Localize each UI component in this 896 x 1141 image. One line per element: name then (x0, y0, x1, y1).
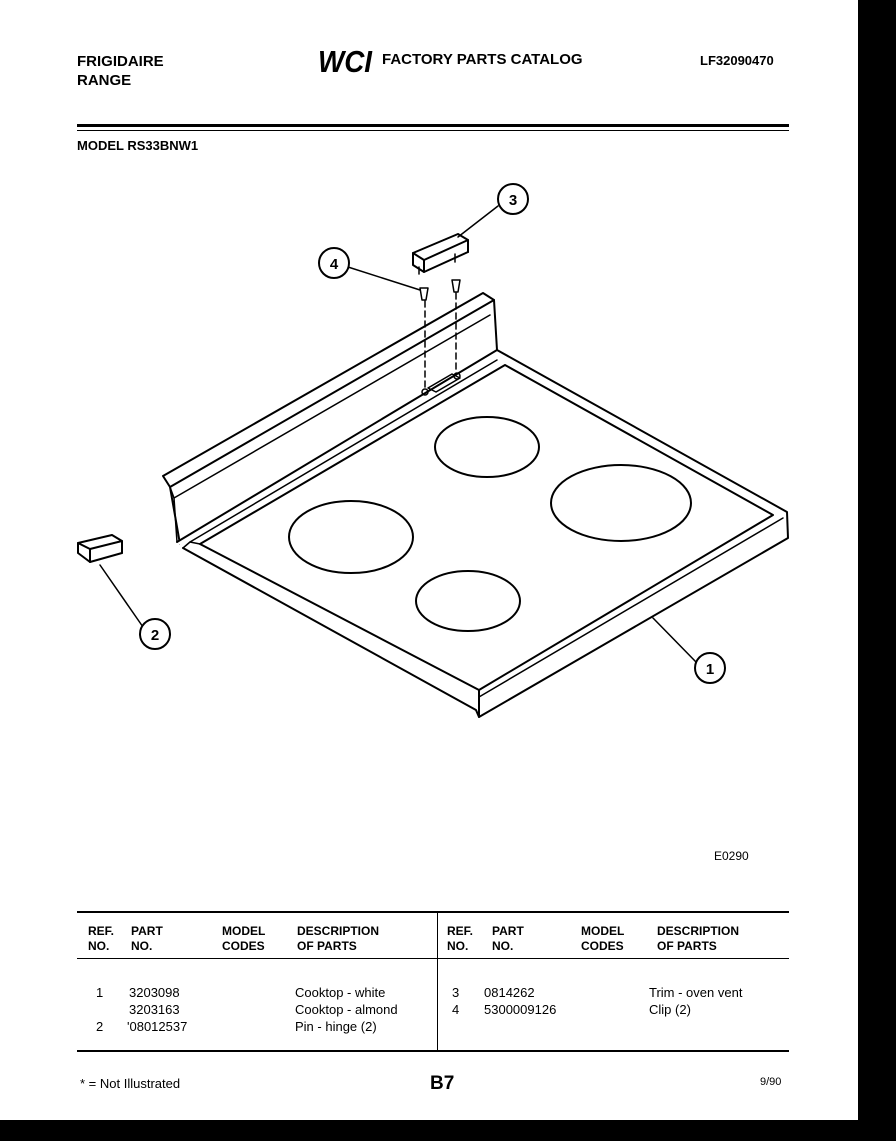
logo-text: WCI (318, 44, 374, 76)
product-type: RANGE (77, 72, 132, 89)
row-ref: 1 (96, 985, 104, 1000)
header-description-right: DESCRIPTION OF PARTS (657, 924, 740, 953)
clip-right (452, 280, 460, 292)
table-bottom-rule (77, 1050, 789, 1052)
callout-3 (498, 184, 528, 214)
svg-text:4: 4 (329, 256, 339, 273)
table-header-rule (77, 958, 789, 959)
row-part-no: 0814262 (484, 985, 535, 1000)
page-number: B7 (430, 1073, 455, 1094)
leader-3 (458, 206, 498, 237)
burner-opening-rear-right (551, 465, 691, 541)
row-ref: 2 (96, 1019, 104, 1034)
burner-opening-front-right (416, 571, 520, 631)
model-number: MODEL RS33BNW1 (77, 138, 199, 153)
header-ref-no-right: REF. NO. (447, 924, 474, 953)
backsplash-right-edge (494, 300, 497, 350)
catalog-title: FACTORY PARTS CATALOG (382, 51, 583, 68)
table-column-divider (437, 913, 438, 1050)
parts-diagram (0, 170, 858, 870)
burner-opening-rear-left (435, 417, 539, 477)
row-description: Clip (2) (649, 1002, 691, 1017)
row-description: Trim - oven vent (649, 985, 743, 1000)
row-ref: 3 (452, 985, 460, 1000)
callout-1 (695, 653, 725, 683)
svg-text:1: 1 (705, 661, 715, 678)
svg-text:2: 2 (150, 627, 160, 644)
footer-note: * = Not Illustrated (80, 1076, 181, 1091)
header-rule-thick (77, 124, 789, 127)
svg-text:3: 3 (508, 192, 518, 209)
row-part-no: 5300009126 (484, 1002, 557, 1017)
footer-date: 9/90 (760, 1076, 782, 1088)
clip-left (420, 288, 428, 300)
leader-1 (653, 618, 696, 662)
leader-2 (100, 565, 143, 627)
header-part-no-left: PART NO. (131, 924, 163, 953)
brand-name: FRIGIDAIRE (77, 53, 164, 70)
row-part-no: 3203163 (129, 1002, 180, 1017)
row-description: Pin - hinge (2) (295, 1019, 377, 1034)
callout-2 (140, 619, 170, 649)
burner-opening-front-left (289, 501, 413, 573)
header-model-codes-right: MODEL CODES (581, 924, 625, 953)
hinge-pin (78, 535, 122, 549)
header-description-left: DESCRIPTION OF PARTS (297, 924, 380, 953)
header-part-no-right: PART NO. (492, 924, 524, 953)
header-brand-block (77, 52, 164, 90)
row-ref: 4 (452, 1002, 460, 1017)
catalog-number: LF32090470 (700, 53, 774, 68)
figure-code: E0290 (714, 849, 749, 863)
wci-logo (316, 44, 374, 76)
header-rule-thin (77, 130, 789, 131)
header-model-codes-left: MODEL CODES (222, 924, 266, 953)
hinge-pin-bottom (90, 553, 122, 562)
row-description: Cooktop - almond (295, 1002, 398, 1017)
header-ref-no-left: REF. NO. (88, 924, 115, 953)
leader-4 (348, 267, 420, 290)
row-part-no: 3203098 (129, 985, 180, 1000)
table-top-rule (77, 911, 789, 913)
row-part-no: '08012537 (127, 1019, 188, 1034)
row-description: Cooktop - white (295, 985, 386, 1000)
callout-4 (319, 248, 349, 278)
